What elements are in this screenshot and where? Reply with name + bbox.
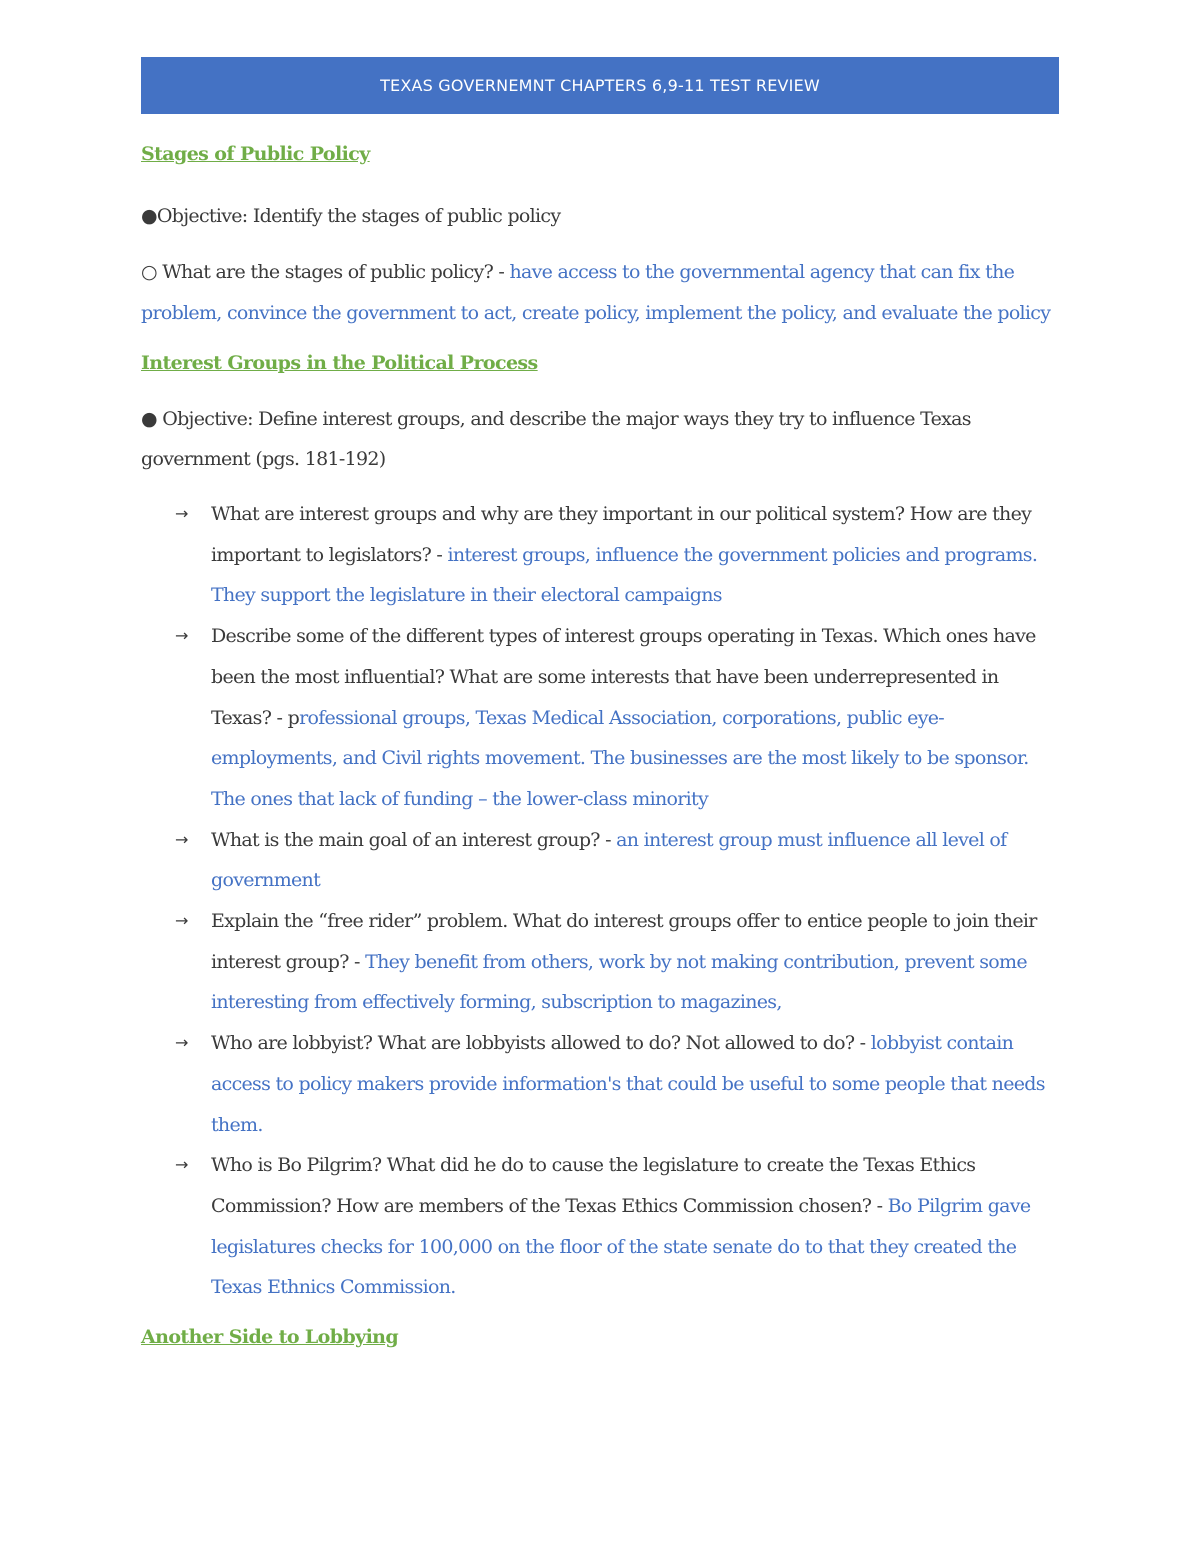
section-heading-lobbying: Another Side to Lobbying — [141, 1326, 399, 1349]
list-item — [141, 494, 1059, 616]
arrow-bullet-icon: → — [175, 626, 188, 646]
question-text: What are interest groups and why are they important in our political system? How are they important to legislators? - — [211, 503, 1032, 566]
title-bar — [141, 57, 1059, 114]
question-text: Who are lobbyist? What are lobbyists allowed to do? Not allowed to do? - — [211, 1032, 871, 1055]
arrow-bullet-icon: → — [175, 1155, 188, 1175]
list-item — [141, 1145, 1059, 1308]
question-text: Describe some of the different types of interest groups operating in Texas. Which ones have been the most influential? What are some interests that have been underrepresented in Texas? - p — [211, 625, 1036, 729]
answer-text: rofessional groups, Texas Medical Association, corporations, public eye-employments, and Civil rights movement. The businesses are the most likely to be sponsor. The ones that lack of funding – the lower-class minority — [211, 706, 1029, 810]
answer-text: an interest group must influence all level of government — [211, 828, 1007, 892]
interest-group-question-list — [141, 494, 1059, 1308]
document-page — [141, 57, 1059, 1351]
list-item — [141, 1023, 1059, 1145]
answer-text: interest groups, influence the government policies and programs. They support the legislature in their electoral campaigns — [211, 543, 1038, 607]
answer-text: lobbyist contain access to policy makers provide information's that could be useful to some people that needs them. — [211, 1032, 1045, 1136]
document-title: TEXAS GOVERNEMNT CHAPTERS 6,9-11 TEST REVIEW — [380, 76, 820, 95]
question-text: Explain the “free rider” problem. What do interest groups offer to entice people to join their interest group? - — [211, 910, 1037, 973]
arrow-bullet-icon: → — [175, 1033, 188, 1053]
objective-interest-groups: ● Objective: Define interest groups, and describe the major ways they try to influence Texas government (pgs. 181-192) — [141, 408, 971, 470]
arrow-bullet-icon: → — [175, 504, 188, 523]
answer-text: They benefit from others, work by not making contribution, prevent some interesting from effectively forming, subscription to magazines, — [211, 950, 1027, 1014]
list-item — [141, 616, 1059, 820]
question-public-policy — [141, 252, 1059, 334]
list-item — [141, 901, 1059, 1023]
section-heading-public-policy: Stages of Public Policy — [141, 143, 370, 165]
question-text: What is the main goal of an interest group? - — [211, 828, 617, 851]
arrow-bullet-icon: → — [175, 911, 188, 931]
answer-text: have access to the governmental agency that can fix the problem, convince the government to act, create policy, implement the policy, and evaluate the policy — [141, 261, 1051, 324]
question-text: Who is Bo Pilgrim? What did he do to cause the legislature to create the Texas Ethics Commission? How are members of the Texas Ethics Commission chosen? - — [211, 1154, 976, 1217]
list-item — [141, 820, 1059, 901]
section-heading-interest-groups: Interest Groups in the Political Process — [141, 352, 538, 374]
answer-text: Bo Pilgrim gave legislatures checks for 100,000 on the floor of the state senate do to that they created the Texas Ethnics Commission. — [211, 1194, 1031, 1299]
question-text: ○ What are the stages of public policy? - — [141, 261, 510, 283]
arrow-bullet-icon: → — [175, 829, 188, 849]
objective-public-policy: ●Objective: Identify the stages of public policy — [141, 205, 561, 227]
